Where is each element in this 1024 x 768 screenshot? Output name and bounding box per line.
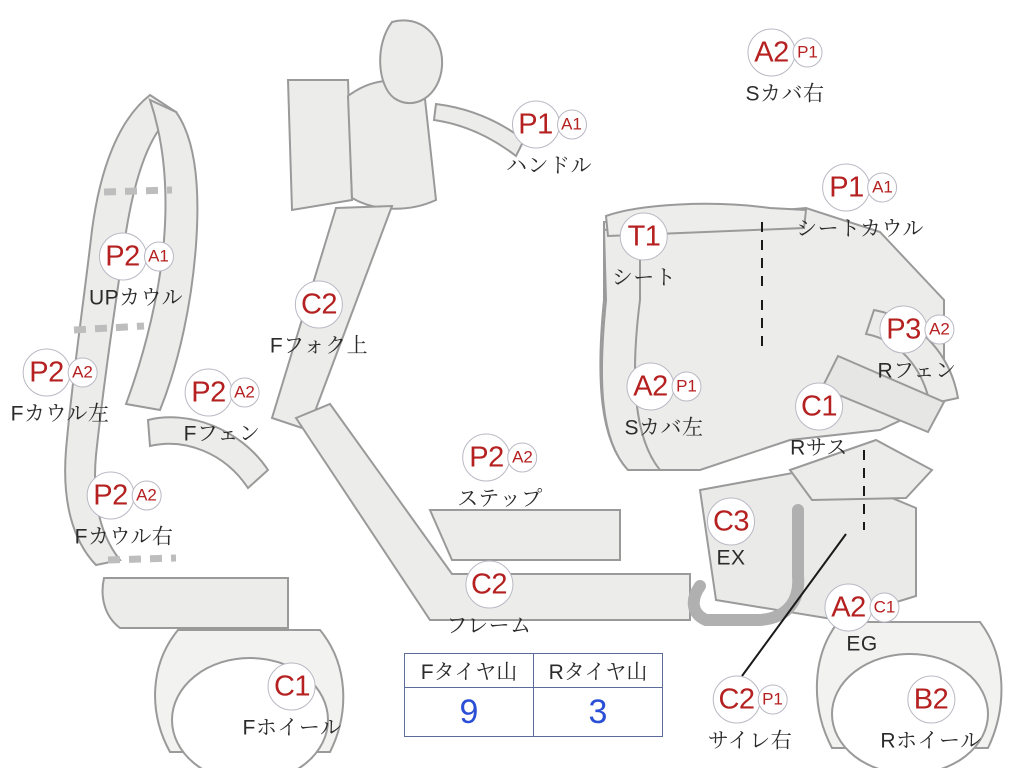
marker-sub-badge-s-cover-r[interactable]: P1 bbox=[792, 38, 822, 68]
marker-sub-badge-s-cover-l[interactable]: P1 bbox=[671, 372, 701, 402]
marker-f-cowl-r[interactable] bbox=[75, 472, 174, 551]
marker-r-wheel[interactable] bbox=[880, 676, 981, 755]
marker-label-seat-cowl: シートカウル bbox=[796, 217, 924, 241]
marker-badges-r-wheel bbox=[907, 676, 955, 724]
marker-sub-badge-handle[interactable]: A1 bbox=[557, 110, 587, 140]
marker-grade-badge-f-wheel[interactable]: C1 bbox=[268, 663, 316, 711]
marker-label-f-cowl-l: Fカウル左 bbox=[10, 402, 110, 426]
marker-frame[interactable] bbox=[446, 561, 531, 640]
marker-grade-badge-r-wheel[interactable]: B2 bbox=[907, 676, 955, 724]
marker-grade-badge-handle[interactable]: P1 bbox=[512, 101, 560, 149]
marker-badges-handle bbox=[512, 101, 587, 149]
marker-sub-badge-up-cowl[interactable]: A1 bbox=[143, 242, 173, 272]
marker-badges-seat-cowl bbox=[823, 164, 898, 212]
marker-grade-badge-f-cowl-l[interactable]: P2 bbox=[22, 349, 70, 397]
marker-f-cowl-l[interactable] bbox=[11, 349, 110, 428]
marker-badges-seat bbox=[620, 213, 668, 261]
tire-table-header-row bbox=[405, 654, 663, 688]
marker-badges-f-cowl-r bbox=[86, 472, 161, 520]
tire-depth-rear-value: 3 bbox=[534, 688, 663, 737]
marker-exhaust[interactable] bbox=[707, 498, 755, 571]
tire-table-header-rear: Rタイヤ山 bbox=[534, 654, 663, 688]
marker-f-wheel[interactable] bbox=[243, 663, 342, 742]
marker-sub-badge-step[interactable]: A2 bbox=[508, 443, 538, 473]
marker-grade-badge-seat[interactable]: T1 bbox=[620, 213, 668, 261]
marker-badges-step bbox=[463, 434, 538, 482]
marker-grade-badge-f-fork-up[interactable]: C2 bbox=[295, 281, 343, 329]
marker-silencer-r[interactable] bbox=[708, 676, 793, 755]
marker-r-suspension[interactable] bbox=[790, 383, 848, 462]
tire-table-header-front: Fタイヤ山 bbox=[405, 654, 534, 688]
marker-f-fork-up[interactable] bbox=[270, 281, 368, 360]
marker-grade-badge-r-suspension[interactable]: C1 bbox=[795, 383, 843, 431]
marker-badges-s-cover-r bbox=[747, 29, 822, 77]
marker-badges-r-suspension bbox=[795, 383, 843, 431]
tire-depth-table bbox=[404, 653, 663, 737]
marker-f-fender[interactable] bbox=[184, 369, 261, 448]
marker-sub-badge-f-cowl-l[interactable]: A2 bbox=[67, 358, 97, 388]
marker-up-cowl[interactable] bbox=[89, 233, 183, 312]
marker-badges-f-fork-up bbox=[295, 281, 343, 329]
marker-label-frame: フレーム bbox=[446, 614, 532, 638]
marker-label-step: ステップ bbox=[457, 487, 543, 511]
marker-grade-badge-engine[interactable]: A2 bbox=[825, 584, 873, 632]
marker-badges-up-cowl bbox=[98, 233, 173, 281]
marker-s-cover-r[interactable] bbox=[745, 29, 824, 108]
marker-sub-badge-f-fender[interactable]: A2 bbox=[230, 378, 260, 408]
marker-sub-badge-f-cowl-r[interactable]: A2 bbox=[131, 481, 161, 511]
marker-handle[interactable] bbox=[506, 101, 592, 180]
marker-label-f-cowl-r: Fカウル右 bbox=[74, 525, 174, 549]
marker-label-r-wheel: Rホイール bbox=[880, 729, 982, 753]
marker-badges-s-cover-l bbox=[626, 363, 701, 411]
marker-label-exhaust: EX bbox=[716, 546, 746, 570]
marker-label-silencer-r: サイレ右 bbox=[707, 729, 793, 753]
marker-r-fender[interactable] bbox=[877, 306, 956, 385]
marker-label-s-cover-l: Sカバ左 bbox=[624, 416, 704, 440]
marker-sub-badge-r-fender[interactable]: A2 bbox=[925, 315, 955, 345]
marker-label-seat: シート bbox=[611, 266, 677, 290]
marker-label-f-fork-up: Fフォク上 bbox=[269, 334, 369, 358]
marker-grade-badge-exhaust[interactable]: C3 bbox=[707, 498, 755, 546]
marker-sub-badge-engine[interactable]: C1 bbox=[870, 593, 900, 623]
marker-grade-badge-up-cowl[interactable]: P2 bbox=[98, 233, 146, 281]
tire-depth-front-value: 9 bbox=[405, 688, 534, 737]
marker-badges-f-fender bbox=[185, 369, 260, 417]
marker-grade-badge-silencer-r[interactable]: C2 bbox=[713, 676, 761, 724]
marker-label-f-wheel: Fホイール bbox=[242, 716, 342, 740]
marker-seat[interactable] bbox=[612, 213, 677, 292]
marker-grade-badge-seat-cowl[interactable]: P1 bbox=[823, 164, 871, 212]
marker-label-handle: ハンドル bbox=[506, 154, 592, 178]
marker-badges-silencer-r bbox=[713, 676, 788, 724]
marker-badges-f-cowl-l bbox=[22, 349, 97, 397]
marker-grade-badge-f-fender[interactable]: P2 bbox=[185, 369, 233, 417]
marker-step[interactable] bbox=[457, 434, 543, 513]
marker-label-up-cowl: UPカウル bbox=[88, 286, 184, 310]
marker-label-f-fender: Fフェン bbox=[183, 422, 261, 446]
marker-badges-frame bbox=[465, 561, 513, 609]
marker-grade-badge-s-cover-l[interactable]: A2 bbox=[626, 363, 674, 411]
marker-label-r-fender: Rフェン bbox=[877, 359, 957, 383]
marker-sub-badge-silencer-r[interactable]: P1 bbox=[758, 685, 788, 715]
marker-s-cover-l[interactable] bbox=[624, 363, 703, 442]
marker-badges-r-fender bbox=[880, 306, 955, 354]
tire-table-value-row bbox=[405, 688, 663, 737]
marker-grade-badge-step[interactable]: P2 bbox=[463, 434, 511, 482]
marker-sub-badge-seat-cowl[interactable]: A1 bbox=[868, 173, 898, 203]
marker-badges-f-wheel bbox=[268, 663, 316, 711]
marker-badges-exhaust bbox=[707, 498, 755, 546]
marker-grade-badge-frame[interactable]: C2 bbox=[465, 561, 513, 609]
marker-engine[interactable] bbox=[825, 584, 900, 657]
marker-label-engine: EG bbox=[846, 632, 878, 656]
marker-label-s-cover-r: Sカバ右 bbox=[745, 82, 825, 106]
marker-badges-engine bbox=[825, 584, 900, 632]
marker-grade-badge-r-fender[interactable]: P3 bbox=[880, 306, 928, 354]
marker-label-r-suspension: Rサス bbox=[790, 436, 848, 460]
marker-grade-badge-f-cowl-r[interactable]: P2 bbox=[86, 472, 134, 520]
marker-seat-cowl[interactable] bbox=[796, 164, 924, 243]
marker-grade-badge-s-cover-r[interactable]: A2 bbox=[747, 29, 795, 77]
